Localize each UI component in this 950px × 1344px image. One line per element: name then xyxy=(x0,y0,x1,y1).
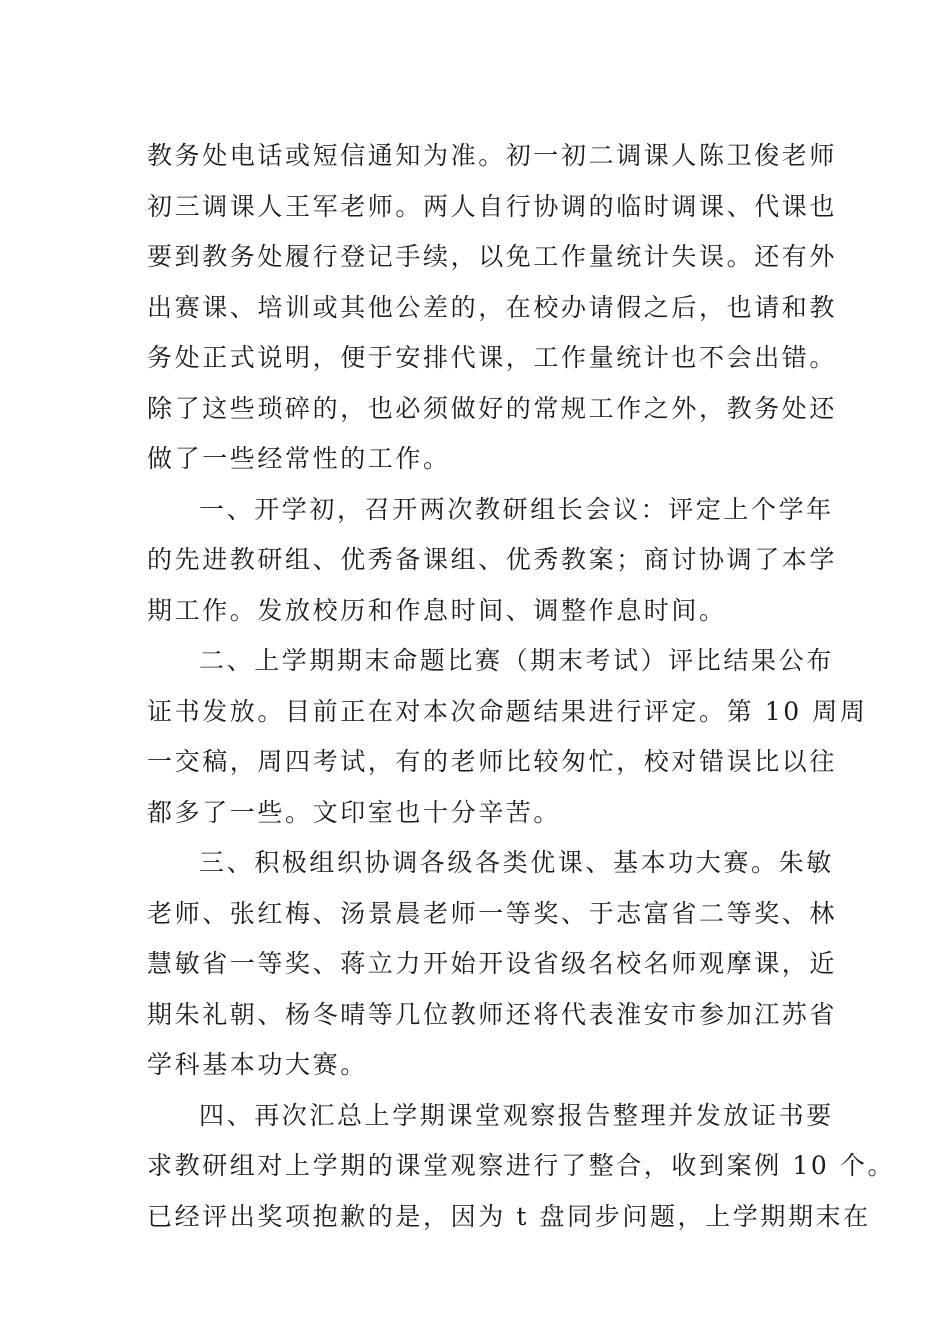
text-line: 要到教务处履行登记手续，以免工作量统计失误。还有外 xyxy=(147,242,838,271)
text-line: 都多了一些。文印室也十分辛苦。 xyxy=(147,797,562,827)
paragraph-3-first-line: 三、积极组织协调各级各类优课、基本功大赛。朱敏 xyxy=(199,848,834,877)
text-line: 务处正式说明，便于安排代课，工作量统计也不会出错。 xyxy=(147,343,838,372)
text-line: 初三调课人王军老师。两人自行协调的临时调课、代课也 xyxy=(147,191,838,221)
text-line: 做了一些经常性的工作。 xyxy=(147,444,451,473)
paragraph-1-first-line: 一、开学初，召开两次教研组长会议：评定上个学年 xyxy=(199,494,834,524)
text-line: 的先进教研组、优秀备课组、优秀教案；商讨协调了本学 xyxy=(147,545,838,574)
paragraph-4-first-line: 四、再次汇总上学期课堂观察报告整理并发放证书要 xyxy=(199,1100,834,1130)
text-line: 期朱礼朝、杨冬晴等几位教师还将代表淮安市参加江苏省 xyxy=(147,999,838,1029)
text-line: 期工作。发放校历和作息时间、调整作息时间。 xyxy=(147,595,727,625)
text-line: 慧敏省一等奖、蒋立力开始开设省级名校名师观摩课，近 xyxy=(147,949,838,978)
paragraph-2-first-line: 二、上学期期末命题比赛（期末考试）评比结果公布 xyxy=(199,646,834,675)
text-line: 一交稿，周四考试，有的老师比较匆忙，校对错误比以往 xyxy=(147,747,838,776)
text-line: 证书发放。目前正在对本次命题结果进行评定。第 10 周周 xyxy=(147,696,868,726)
text-line: 学科基本功大赛。 xyxy=(147,1050,368,1079)
text-line: 除了这些琐碎的，也必须做好的常规工作之外，教务处还 xyxy=(147,393,838,423)
text-line: 求教研组对上学期的课堂观察进行了整合，收到案例 10 个。 xyxy=(147,1151,896,1180)
text-line: 已经评出奖项抱歉的是，因为 t 盘同步问题，上学期期末在 xyxy=(147,1201,871,1231)
text-line: 出赛课、培训或其他公差的，在校办请假之后，也请和教 xyxy=(147,292,838,322)
body-text xyxy=(147,131,896,1242)
text-line: 教务处电话或短信通知为准。初一初二调课人陈卫俊老师 xyxy=(147,141,838,170)
text-line: 老师、张红梅、汤景晨老师一等奖、于志富省二等奖、林 xyxy=(147,898,838,928)
